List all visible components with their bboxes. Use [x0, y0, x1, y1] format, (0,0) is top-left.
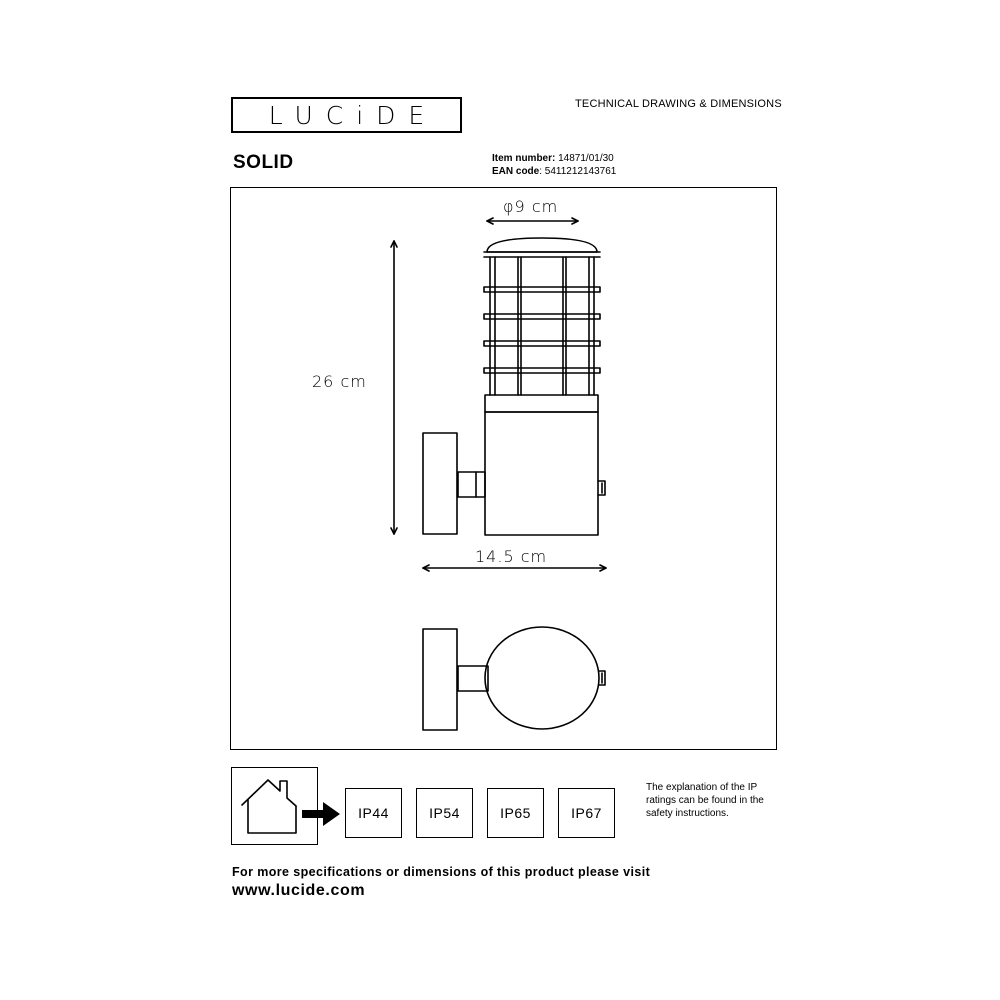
diameter-label: φ9 cm [503, 197, 559, 216]
footer-text: For more specifications or dimensions of this product please visit [232, 865, 651, 879]
house-icon-box [231, 767, 318, 845]
ip-rating-box: IP44 [345, 788, 402, 838]
lamp-top-view [423, 627, 605, 730]
ip-rating-box: IP67 [558, 788, 615, 838]
item-number-label: Item number: [492, 153, 556, 164]
ip-rating-box: IP65 [487, 788, 544, 838]
footer-url: www.lucide.com [232, 882, 366, 899]
product-name: SOLID [233, 152, 294, 173]
height-label: 26 cm [312, 372, 367, 391]
lamp-front-view [423, 238, 605, 535]
width-label: 14.5 cm [475, 547, 548, 566]
ip-rating-box: IP54 [416, 788, 473, 838]
ean-code-value: : 5411212143761 [539, 166, 617, 177]
ip-rating-note: The explanation of the IP ratings can be found in the safety instructions. [646, 782, 764, 819]
item-number-value: 14871/01/30 [558, 153, 614, 164]
diameter-dimension-line [487, 218, 578, 224]
document-title: TECHNICAL DRAWING & DIMENSIONS [575, 98, 782, 110]
brand-logo-text: LUCiDE [268, 100, 438, 130]
height-dimension-line [391, 241, 397, 534]
ean-code-label: EAN code [492, 166, 540, 177]
